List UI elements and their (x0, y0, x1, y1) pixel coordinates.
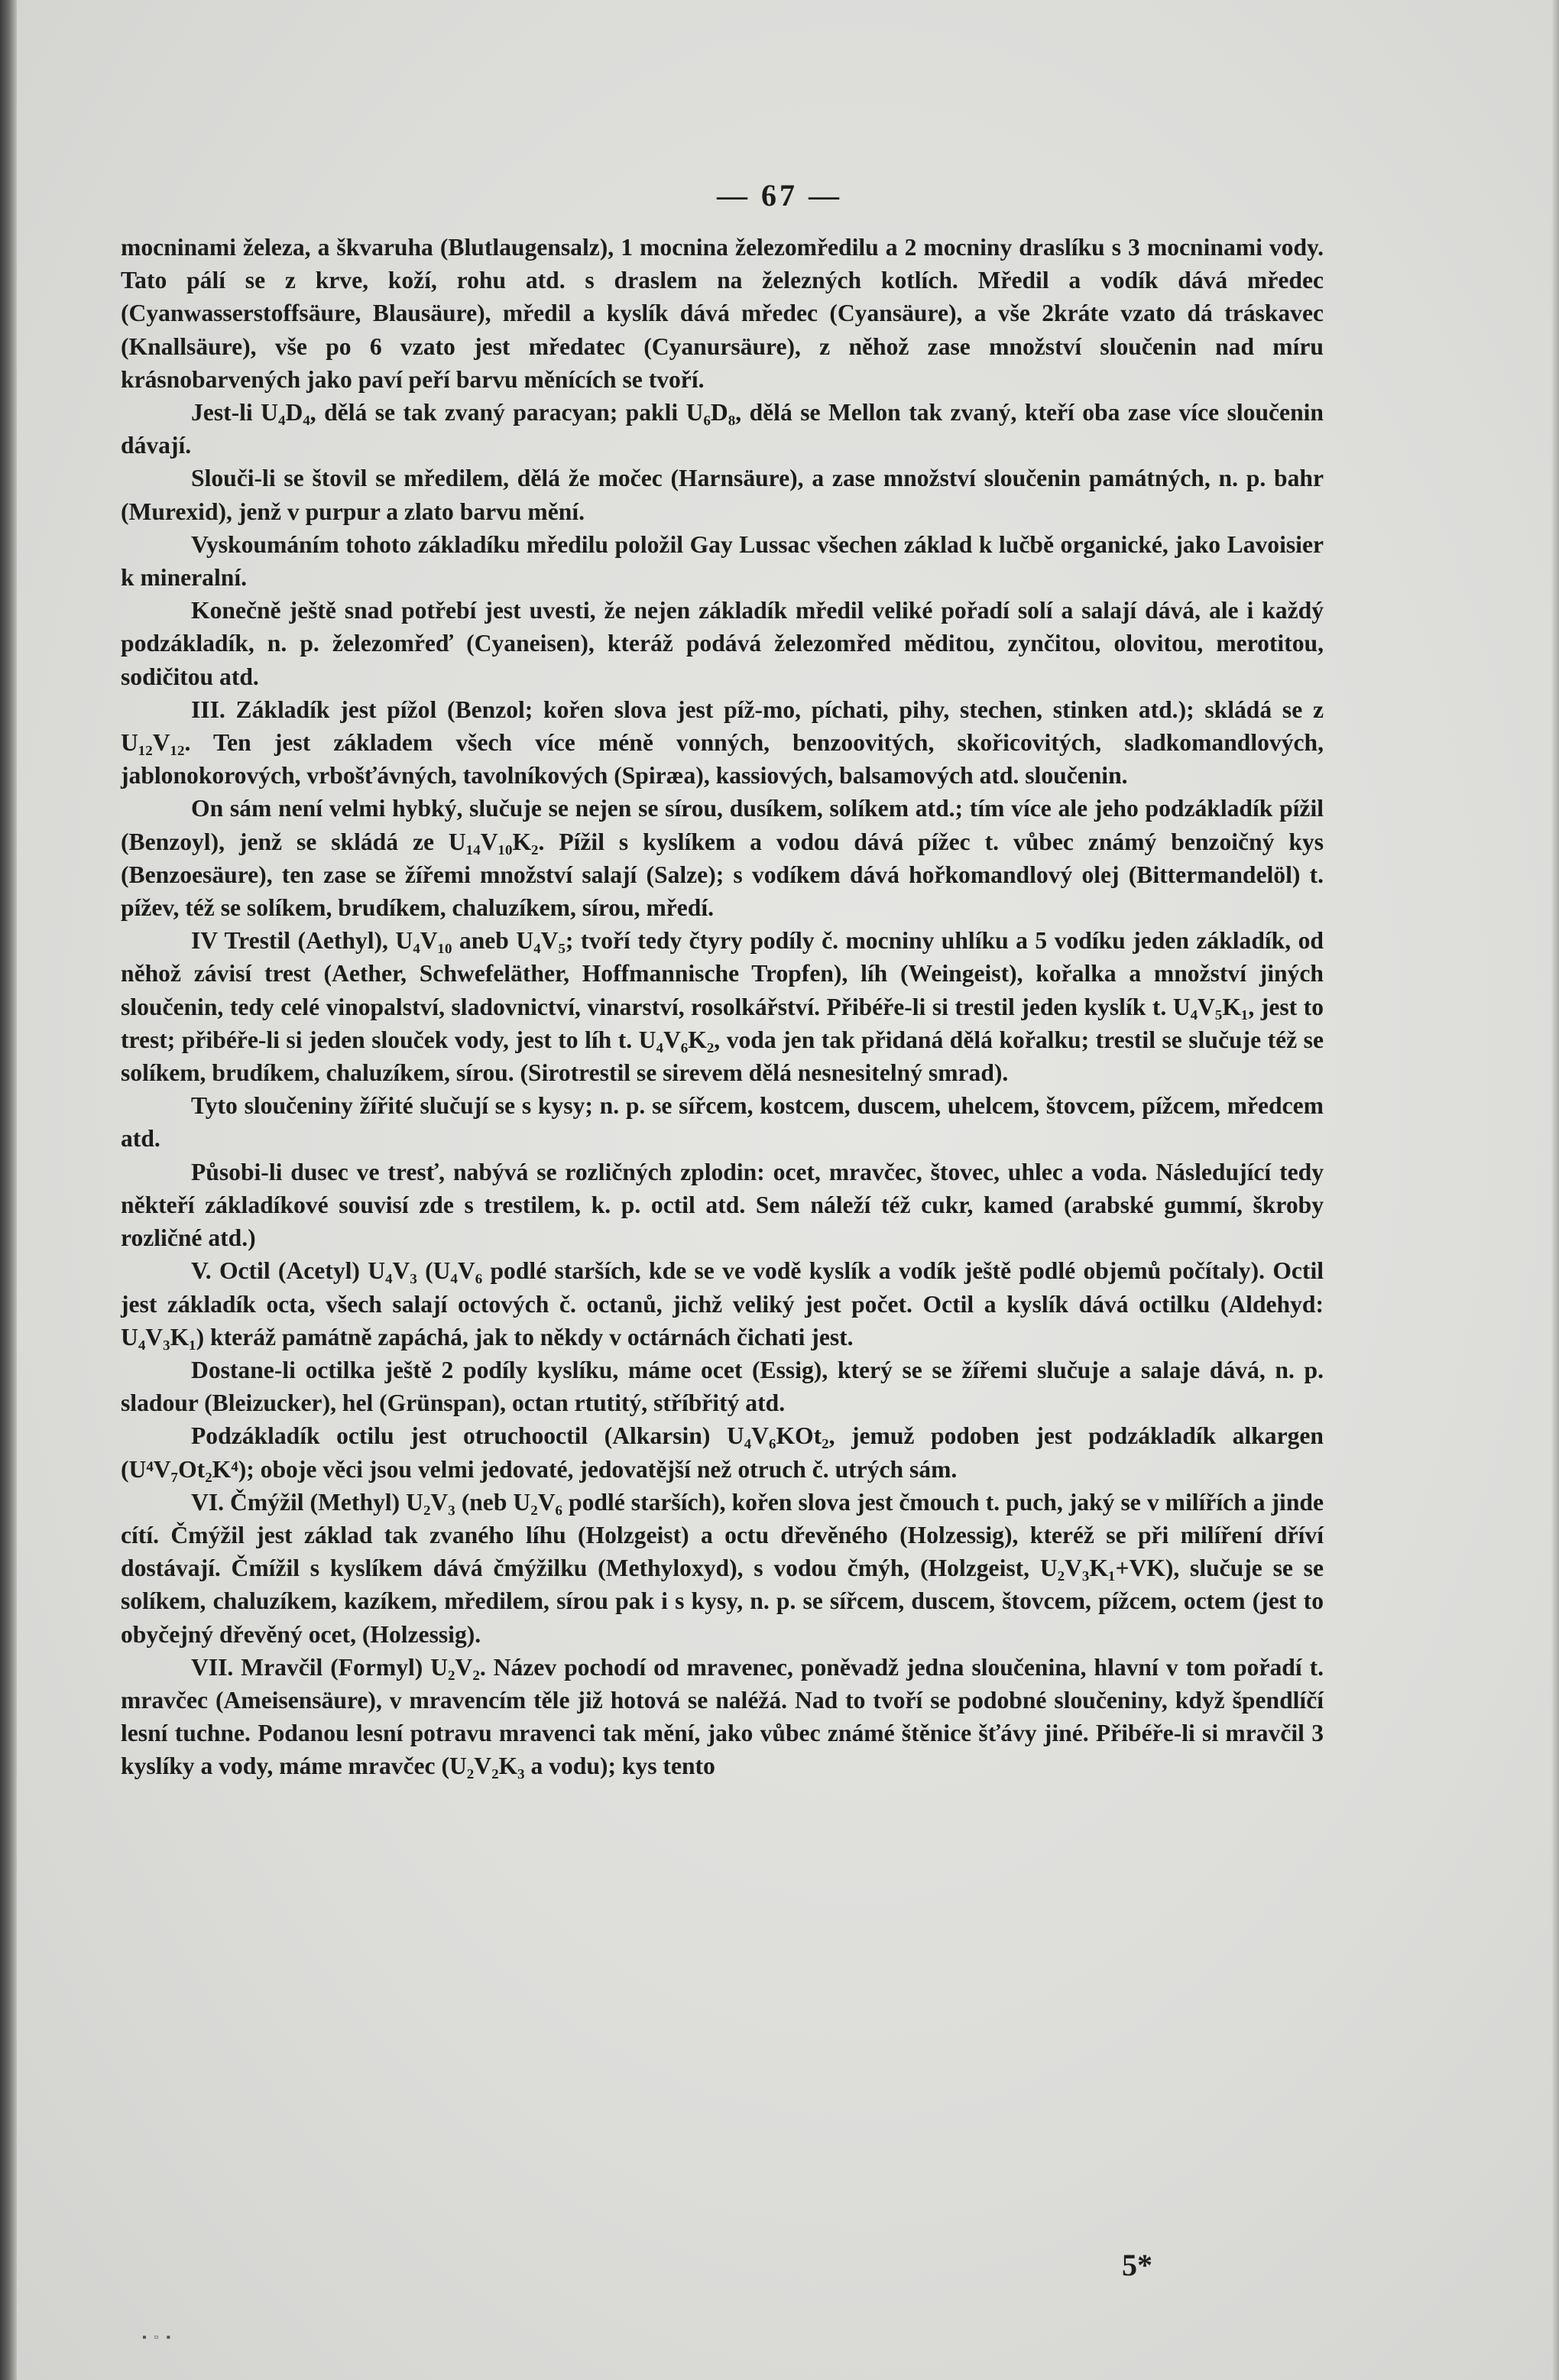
body-text (121, 231, 1324, 1783)
paragraph: IV Trestil (Aethyl), U₄V₁₀ aneb U₄V₅; tvoří tedy čtyry podíly č. mocniny uhlíku a 5 vodíku jeden základík, od něhož závisí trest (Aether, Schwefeläther, Hoffmannische Tropfen), líh (Weingeist), kořalka a množství jiných sloučenin, tedy celé vinopalství, sladovnictví, vinarství, rosolkářství. Přibéře-li si trestil jeden kyslík t. U₄V₅K₁, jest to trest; přibéře-li si jeden slouček vody, jest to líh t. U₄V₆K₂, voda jen tak přidaná dělá kořalku; trestil se slučuje též se solíkem, brudíkem, chaluzíkem, sírou. (Sirotrestil se sirevem dělá nesnesitelný smrad). (121, 927, 1324, 1087)
paragraph: Podzákladík octilu jest otruchooctil (Alkarsin) U₄V₆KOt₂, jemuž podoben jest podzákladík alkargen (U⁴V₇Ot₂K⁴); oboje věci jsou velmi jedovaté, jedovatější než otruch č. utrých sám. (121, 1422, 1324, 1483)
signature-mark: 5* (1122, 2248, 1152, 2282)
print-specks: ▪ ▫ ▪ (142, 2331, 173, 2344)
paragraph: Konečně ještě snad potřebí jest uvesti, že nejen základík mředil veliké pořadí solí a salají dává, ale i každý podzákladík, n. p. železomřeď (Cyaneisen), kteráž podává železomřed měditou, zynčitou, olovitou, merotitou, sodičitou atd. (121, 597, 1324, 690)
paragraph: On sám není velmi hybký, slučuje se nejen se sírou, dusíkem, solíkem atd.; tím více ale jeho podzákladík pížil (Benzoyl), jenž se skládá ze U₁₄V₁₀K₂. Pížil s kyslíkem a vodou dává pížec t. vůbec známý benzoičný kys (Benzoesäure), ten zase se žířemi množství salají (Salze); s vodíkem dává hořkomandlový olej (Bittermandelöl) t. pížev, též se solíkem, brudíkem, chaluzíkem, sírou, mředí. (121, 795, 1324, 922)
paragraph: Tyto sloučeniny žířité slučují se s kysy; n. p. se sířcem, kostcem, duscem, uhelcem, štovcem, pížcem, mředcem atd. (121, 1092, 1324, 1153)
paragraph: Jest-li U₄D₄, dělá se tak zvaný paracyan; pakli U₆D₈, dělá se Mellon tak zvaný, kteří oba zase více sloučenin dávají. (121, 399, 1324, 459)
paragraph: Působi-li dusec ve tresť, nabývá se rozličných zplodin: ocet, mravčec, štovec, uhlec a voda. Následující tedy někteří základíkové souvisí zde s trestilem, k. p. octil atd. Sem náleží též cukr, kamed (arabské gummí, škroby rozličné atd.) (121, 1158, 1324, 1252)
paragraph: V. Octil (Acetyl) U₄V₃ (U₄V₆ podlé starších, kde se ve vodě kyslík a vodík ještě podlé objemů počítaly). Octil jest základík octa, všech salají octových č. octanů, jichž veliký jest počet. Octil a kyslík dává octilku (Aldehyd: U₄V₃K₁) kteráž památně zapáchá, jak to někdy v octárnách čichati jest. (121, 1257, 1324, 1351)
paragraph: VII. Mravčil (Formyl) U₂V₂. Název pochodí od mravenec, poněvadž jedna sloučenina, hlavní v tom pořadí t. mravčec (Ameisensäure), v mravencím těle již hotová se naléžá. Nad to tvoří se podobné sloučeniny, když špendlíčí lesní tuchne. Podanou lesní potravu mravenci tak mění, jako vůbec známé štěnice šťávy jiné. Přibéře-li si mravčil 3 kyslíky a vody, máme mravčec (U₂V₂K₃ a vodu); kys tento (121, 1653, 1324, 1780)
paragraph: mocninami železa, a škvaruha (Blutlaugensalz), 1 mocnina železomředilu a 2 mocniny draslíku s 3 mocninami vody. Tato pálí se z krve, koží, rohu atd. s draslem na železných kotlích. Mředil a vodík dává mředec (Cyanwasserstoffsäure, Blausäure), mředil a kyslík dává mředec (Cyansäure), a vše 2kráte vzato dá tráskavec (Knallsäure), vše po 6 vzato jest mředatec (Cyanursäure), z něhož zase množství sloučenin nad míru krásnobarvených jako paví peří barvu měnících se tvoří. (121, 234, 1324, 393)
binding-edge (0, 0, 17, 2380)
page-number: — 67 — (717, 178, 842, 212)
paragraph: Dostane-li octilka ještě 2 podíly kyslíku, máme ocet (Essig), který se se žířemi slučuje a salaje dává, n. p. sladour (Bleizucker), hel (Grünspan), octan rtutitý, stříbřitý atd. (121, 1356, 1324, 1417)
page-edge (1551, 0, 1559, 2380)
paragraph: VI. Čmýžil (Methyl) U₂V₃ (neb U₂V₆ podlé starších), kořen slova jest čmouch t. puch, jaký se v milířích a jinde cítí. Čmýžil jest základ tak zvaného líhu (Holzgeist) a octu dřevěného (Holzessig), kteréž se při milíření dříví dostávají. Čmížil s kyslíkem dává čmýžilku (Methyloxyd), s vodou čmýh, (Holzgeist, U₂V₃K₁+VK), slučuje se se solíkem, chaluzíkem, kazíkem, mředilem, sírou pak i s kysy, n. p. se sířcem, duscem, štovcem, pížcem, octem (jest to obyčejný dřevěný ocet, (Holzessig). (121, 1488, 1324, 1648)
paragraph: Slouči-li se štovil se mředilem, dělá že močec (Harnsäure), a zase množství sloučenin památných, n. p. bahr (Murexid), jenž v purpur a zlato barvu mění. (121, 465, 1324, 525)
paragraph: III. Základík jest pížol (Benzol; kořen slova jest píž-mo, píchati, pihy, stechen, stinken atd.); skládá se z U₁₂V₁₂. Ten jest základem všech více méně vonných, benzoovitých, skořicovitých, sladkomandlových, jablonokorových, vrbošťávných, tavolníkových (Spiræa), kassiových, balsamových atd. sloučenin. (121, 696, 1324, 790)
paragraph: Vyskoumáním tohoto základíku mředilu položil Gay Lussac všechen základ k lučbě organické, jako Lavoisier k mineralní. (121, 530, 1324, 592)
